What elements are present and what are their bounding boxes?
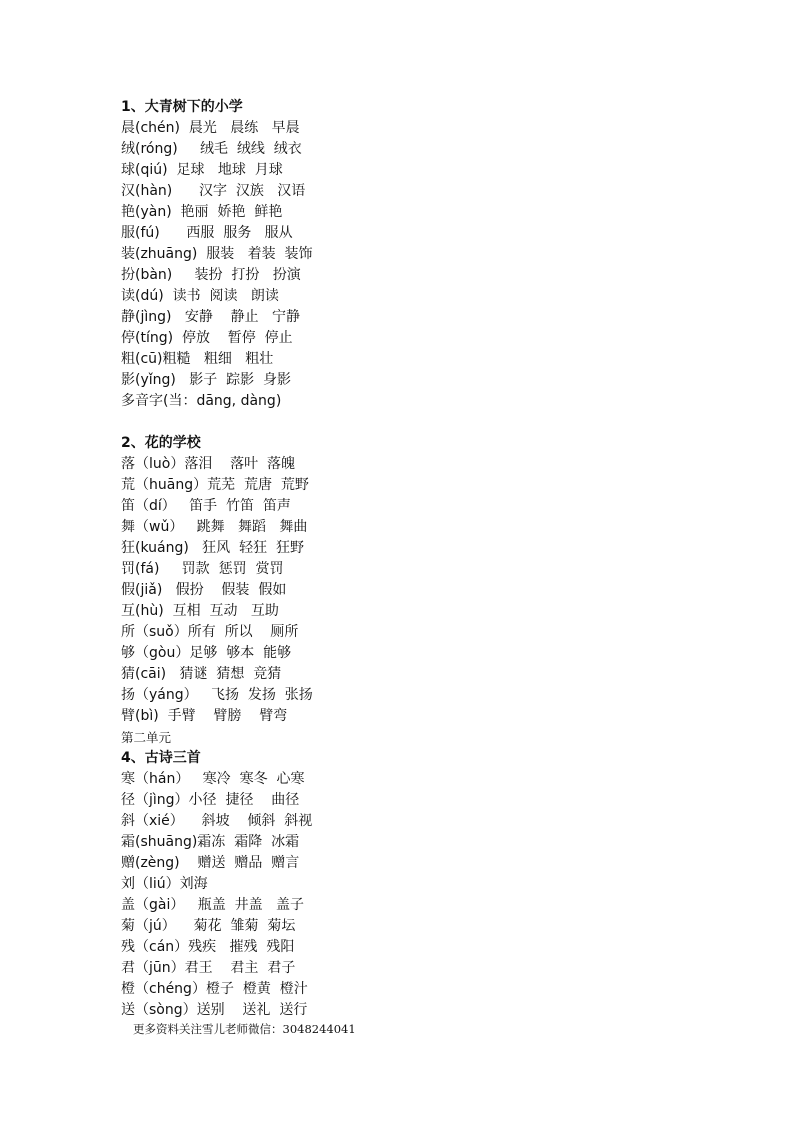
section-1-list: [121, 118, 681, 412]
vocab-line: 送（sòng）送别 送礼 送行: [121, 1002, 308, 1018]
page-footer: 更多资料关注雪儿老师微信：3048244041: [133, 1022, 356, 1036]
vocab-line: 寒（hán） 寒冷 寒冬 心寒: [121, 771, 305, 787]
document-body: [121, 97, 681, 1021]
vocab-line: 互(hù) 互相 互动 互助: [121, 603, 279, 619]
vocab-line: 停(tíng) 停放 暂停 停止: [121, 330, 293, 346]
vocab-line: 残（cán）残疾 摧残 残阳: [121, 939, 295, 955]
vocab-line: 笛（dí） 笛手 竹笛 笛声: [121, 498, 291, 514]
vocab-line: 菊（jú） 菊花 雏菊 菊坛: [121, 918, 296, 934]
section-title-4: 4、古诗三首: [121, 750, 201, 766]
vocab-line: 假(jiǎ) 假扮 假装 假如: [121, 582, 287, 598]
vocab-line: 君（jūn）君王 君主 君子: [121, 960, 296, 976]
vocab-line: 猜(cāi) 猜谜 猜想 竞猜: [121, 666, 282, 682]
vocab-line: 斜（xié） 斜坡 倾斜 斜视: [121, 813, 313, 829]
vocab-line: 球(qiú) 足球 地球 月球: [121, 162, 283, 178]
vocab-line: 绒(róng) 绒毛 绒线 绒衣: [121, 141, 302, 157]
vocab-line: 刘（liú）刘海: [121, 876, 208, 892]
vocab-line: 落（luò）落泪 落叶 落魄: [121, 456, 296, 472]
vocab-line: 扮(bàn) 装扮 打扮 扮演: [121, 267, 301, 283]
vocab-line: 赠(zèng) 赠送 赠品 赠言: [121, 855, 300, 871]
vocab-line: 影(yǐng) 影子 踪影 身影: [121, 372, 292, 388]
vocab-line: 晨(chén) 晨光 晨练 早晨: [121, 120, 300, 136]
unit-label: 第二单元: [121, 730, 172, 745]
vocab-line: 粗(cū)粗糙 粗细 粗壮: [121, 351, 274, 367]
vocab-line: 臂(bì) 手臂 臂膀 臂弯: [121, 708, 288, 724]
vocab-line: 汉(hàn) 汉字 汉族 汉语: [121, 183, 306, 199]
spacer: [121, 412, 681, 433]
vocab-line: 径（jìng）小径 捷径 曲径: [121, 792, 300, 808]
vocab-line: 荒（huāng）荒芜 荒唐 荒野: [121, 477, 309, 493]
vocab-line: 狂(kuáng) 狂风 轻狂 狂野: [121, 540, 304, 556]
section-title-2: 2、花的学校: [121, 435, 201, 451]
vocab-line: 橙（chéng）橙子 橙黄 橙汁: [121, 981, 308, 997]
section-title-1: 1、大青树下的小学: [121, 99, 243, 115]
vocab-line: 舞（wǔ） 跳舞 舞蹈 舞曲: [121, 519, 308, 535]
vocab-line: 艳(yàn) 艳丽 娇艳 鲜艳: [121, 204, 283, 220]
section-2-list: [121, 454, 681, 727]
vocab-line: 服(fú) 西服 服务 服从: [121, 225, 293, 241]
vocab-line: 霜(shuāng)霜冻 霜降 冰霜: [121, 834, 300, 850]
vocab-line: 扬（yáng） 飞扬 发扬 张扬: [121, 687, 313, 703]
vocab-line: 所（suǒ）所有 所以 厕所: [121, 624, 299, 640]
polyphone-line: 多音字(当：dāng, dàng): [121, 393, 282, 409]
vocab-line: 静(jìng) 安静 静止 宁静: [121, 309, 300, 325]
vocab-line: 够（gòu）足够 够本 能够: [121, 645, 292, 661]
section-4-list: [121, 769, 681, 1021]
vocab-line: 罚(fá) 罚款 惩罚 赏罚: [121, 561, 284, 577]
vocab-line: 读(dú) 读书 阅读 朗读: [121, 288, 279, 304]
vocab-line: 装(zhuāng) 服装 着装 装饰: [121, 246, 313, 262]
vocab-line: 盖（gài） 瓶盖 井盖 盖子: [121, 897, 304, 913]
